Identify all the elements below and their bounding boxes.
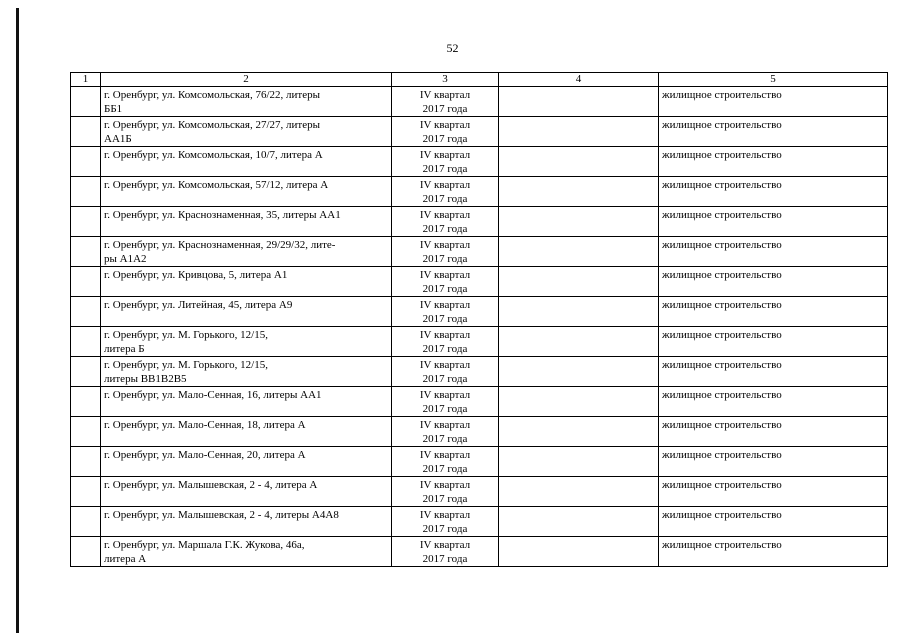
- column-4-cell: [499, 147, 659, 177]
- row-number-cell: [71, 177, 101, 207]
- deadline-cell: [392, 297, 499, 327]
- deadline-quarter: IV квартал: [419, 89, 471, 101]
- deadline-year: 2017 года: [422, 163, 468, 175]
- deadline-quarter: IV квартал: [419, 179, 471, 191]
- address-line-1: г. Оренбург, ул. Мало-Сенная, 18, литера А: [104, 419, 306, 431]
- table-body: [71, 87, 888, 567]
- table-row: [71, 417, 888, 447]
- address-cell: [101, 507, 392, 537]
- address-line-2: АА1Б: [104, 133, 132, 145]
- address-line-2: литеры ВВ1В2В5: [104, 373, 187, 385]
- purpose-cell: жилищное строительство: [659, 207, 888, 237]
- purpose-cell: жилищное строительство: [659, 117, 888, 147]
- deadline-year: 2017 года: [422, 553, 468, 565]
- row-number-cell: [71, 117, 101, 147]
- deadline-year: 2017 года: [422, 493, 468, 505]
- address-cell: [101, 357, 392, 387]
- row-number-cell: [71, 447, 101, 477]
- row-number-cell: [71, 357, 101, 387]
- deadline-cell: [392, 387, 499, 417]
- address-cell: [101, 447, 392, 477]
- scan-edge-line: [16, 8, 19, 633]
- deadline-cell: [392, 177, 499, 207]
- column-4-cell: [499, 237, 659, 267]
- deadline-cell: [392, 207, 499, 237]
- address-line-1: г. Оренбург, ул. Маршала Г.К. Жукова, 46а,: [104, 539, 305, 551]
- address-line-1: г. Оренбург, ул. Комсомольская, 57/12, литера А: [104, 179, 329, 191]
- column-4-cell: [499, 327, 659, 357]
- document-table: [70, 72, 888, 567]
- deadline-quarter: IV квартал: [419, 149, 471, 161]
- row-number-cell: [71, 237, 101, 267]
- deadline-year: 2017 года: [422, 253, 468, 265]
- column-4-cell: [499, 117, 659, 147]
- deadline-quarter: IV квартал: [419, 449, 471, 461]
- table-row: [71, 237, 888, 267]
- deadline-year: 2017 года: [422, 133, 468, 145]
- address-cell: [101, 477, 392, 507]
- purpose-cell: жилищное строительство: [659, 507, 888, 537]
- address-cell: [101, 537, 392, 567]
- address-cell: [101, 297, 392, 327]
- table-row: [71, 357, 888, 387]
- purpose-cell: жилищное строительство: [659, 177, 888, 207]
- row-number-cell: [71, 87, 101, 117]
- purpose-cell: жилищное строительство: [659, 387, 888, 417]
- row-number-cell: [71, 537, 101, 567]
- address-cell: [101, 207, 392, 237]
- row-number-cell: [71, 297, 101, 327]
- address-cell: [101, 327, 392, 357]
- deadline-quarter: IV квартал: [419, 389, 471, 401]
- deadline-cell: [392, 417, 499, 447]
- deadline-cell: [392, 327, 499, 357]
- column-header-3: 3: [392, 73, 499, 87]
- purpose-cell: жилищное строительство: [659, 537, 888, 567]
- deadline-year: 2017 года: [422, 463, 468, 475]
- column-header-1: 1: [71, 73, 101, 87]
- column-4-cell: [499, 447, 659, 477]
- column-4-cell: [499, 87, 659, 117]
- column-4-cell: [499, 207, 659, 237]
- deadline-cell: [392, 507, 499, 537]
- table-row: [71, 267, 888, 297]
- purpose-cell: жилищное строительство: [659, 87, 888, 117]
- row-number-cell: [71, 507, 101, 537]
- table-row: [71, 87, 888, 117]
- deadline-cell: [392, 357, 499, 387]
- deadline-quarter: IV квартал: [419, 269, 471, 281]
- address-line-1: г. Оренбург, ул. Малышевская, 2 - 4, литера А: [104, 479, 318, 491]
- table-row: [71, 177, 888, 207]
- address-line-1: г. Оренбург, ул. Малышевская, 2 - 4, литеры А4А8: [104, 509, 339, 521]
- address-cell: [101, 417, 392, 447]
- column-4-cell: [499, 177, 659, 207]
- address-line-1: г. Оренбург, ул. Комсомольская, 10/7, литера А: [104, 149, 323, 161]
- row-number-cell: [71, 327, 101, 357]
- column-header-2: 2: [101, 73, 392, 87]
- purpose-cell: жилищное строительство: [659, 327, 888, 357]
- address-line-1: г. Оренбург, ул. Комсомольская, 27/27, литеры: [104, 119, 320, 131]
- purpose-cell: жилищное строительство: [659, 357, 888, 387]
- deadline-cell: [392, 477, 499, 507]
- deadline-quarter: IV квартал: [419, 239, 471, 251]
- address-line-2: литера А: [104, 553, 147, 565]
- address-line-1: г. Оренбург, ул. Краснознаменная, 35, литеры АА1: [104, 209, 341, 221]
- table-row: [71, 327, 888, 357]
- column-4-cell: [499, 507, 659, 537]
- purpose-cell: жилищное строительство: [659, 417, 888, 447]
- address-cell: [101, 267, 392, 297]
- address-line-1: г. Оренбург, ул. Кривцова, 5, литера А1: [104, 269, 288, 281]
- deadline-year: 2017 года: [422, 283, 468, 295]
- column-4-cell: [499, 417, 659, 447]
- address-cell: [101, 237, 392, 267]
- deadline-quarter: IV квартал: [419, 539, 471, 551]
- column-4-cell: [499, 297, 659, 327]
- purpose-cell: жилищное строительство: [659, 267, 888, 297]
- address-line-2: литера Б: [104, 343, 145, 355]
- deadline-cell: [392, 267, 499, 297]
- address-cell: [101, 177, 392, 207]
- deadline-cell: [392, 537, 499, 567]
- deadline-cell: [392, 117, 499, 147]
- column-4-cell: [499, 537, 659, 567]
- column-4-cell: [499, 357, 659, 387]
- deadline-quarter: IV квартал: [419, 329, 471, 341]
- row-number-cell: [71, 387, 101, 417]
- deadline-quarter: IV квартал: [419, 299, 471, 311]
- purpose-cell: жилищное строительство: [659, 297, 888, 327]
- row-number-cell: [71, 207, 101, 237]
- address-line-1: г. Оренбург, ул. М. Горького, 12/15,: [104, 359, 268, 371]
- address-line-1: г. Оренбург, ул. Мало-Сенная, 20, литера А: [104, 449, 306, 461]
- table-row: [71, 477, 888, 507]
- row-number-cell: [71, 147, 101, 177]
- table-row: [71, 297, 888, 327]
- deadline-year: 2017 года: [422, 433, 468, 445]
- address-line-1: г. Оренбург, ул. Комсомольская, 76/22, литеры: [104, 89, 320, 101]
- deadline-year: 2017 года: [422, 193, 468, 205]
- address-cell: [101, 147, 392, 177]
- deadline-cell: [392, 447, 499, 477]
- deadline-cell: [392, 147, 499, 177]
- table-row: [71, 117, 888, 147]
- address-cell: [101, 117, 392, 147]
- column-4-cell: [499, 267, 659, 297]
- deadline-quarter: IV квартал: [419, 209, 471, 221]
- table-row: [71, 207, 888, 237]
- column-header-5: 5: [659, 73, 888, 87]
- row-number-cell: [71, 477, 101, 507]
- deadline-quarter: IV квартал: [419, 359, 471, 371]
- table-row: [71, 387, 888, 417]
- column-4-cell: [499, 477, 659, 507]
- row-number-cell: [71, 267, 101, 297]
- deadline-quarter: IV квартал: [419, 509, 471, 521]
- table-header-row: [71, 73, 888, 87]
- address-line-2: ры А1А2: [104, 253, 147, 265]
- deadline-quarter: IV квартал: [419, 419, 471, 431]
- address-line-1: г. Оренбург, ул. М. Горького, 12/15,: [104, 329, 268, 341]
- table-row: [71, 537, 888, 567]
- purpose-cell: жилищное строительство: [659, 147, 888, 177]
- deadline-year: 2017 года: [422, 373, 468, 385]
- deadline-cell: [392, 87, 499, 117]
- purpose-cell: жилищное строительство: [659, 237, 888, 267]
- address-line-2: ББ1: [104, 103, 123, 115]
- column-4-cell: [499, 387, 659, 417]
- page-number: 52: [446, 41, 459, 55]
- deadline-quarter: IV квартал: [419, 479, 471, 491]
- address-cell: [101, 387, 392, 417]
- deadline-year: 2017 года: [422, 523, 468, 535]
- deadline-year: 2017 года: [422, 403, 468, 415]
- address-line-1: г. Оренбург, ул. Литейная, 45, литера А9: [104, 299, 293, 311]
- deadline-cell: [392, 237, 499, 267]
- purpose-cell: жилищное строительство: [659, 447, 888, 477]
- address-line-1: г. Оренбург, ул. Мало-Сенная, 16, литеры АА1: [104, 389, 322, 401]
- deadline-year: 2017 года: [422, 103, 468, 115]
- column-header-4: 4: [499, 73, 659, 87]
- deadline-quarter: IV квартал: [419, 119, 471, 131]
- address-line-1: г. Оренбург, ул. Краснознаменная, 29/29/32, лите-: [104, 239, 336, 251]
- table-row: [71, 447, 888, 477]
- table-row: [71, 147, 888, 177]
- table-row: [71, 507, 888, 537]
- deadline-year: 2017 года: [422, 223, 468, 235]
- deadline-year: 2017 года: [422, 343, 468, 355]
- address-cell: [101, 87, 392, 117]
- purpose-cell: жилищное строительство: [659, 477, 888, 507]
- deadline-year: 2017 года: [422, 313, 468, 325]
- row-number-cell: [71, 417, 101, 447]
